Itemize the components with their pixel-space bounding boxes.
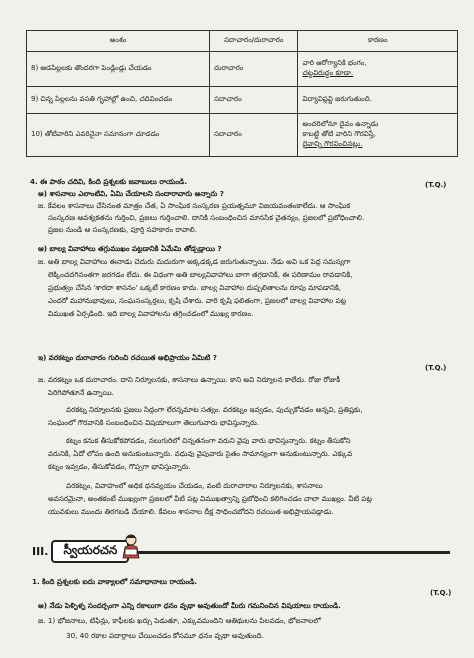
table-cell-reason	[298, 87, 458, 114]
row-number: 10)	[31, 130, 43, 138]
answer-line: యువకులు ముందు తిరగబడి చేయాలి. కేవలం శాసనాల దీక్ష సాధించబోదని రచయిత అభిప్రాయపడ్డాడు.	[48, 507, 334, 516]
answer-line: జ. కేవలం శాసనాలు చేసినంత మాత్రం చేత, ఏ సాంఘిక సంస్కరణ ప్రయత్నమూ విజయవంతంకాలేదు. ఆ సాంఘిక	[38, 201, 351, 210]
question-1	[32, 577, 474, 586]
sub-question-b: ఆ) బాల్య వివాహాలు తగ్గుముఖం పట్టడానికి ఏమేమి తోడ్పడ్డాయి ?	[38, 244, 222, 253]
table-cell-kind: దురాచారం	[210, 52, 298, 87]
question-number: 1.	[32, 577, 40, 586]
answer-line: అవసరమైనా, అంతకంటే ముఖ్యంగా ప్రజలలో వీటి పట్ల విముఖత్వాన్ని ప్రబోధించి కలిగించడం చాలా ముఖ్యం. వీటి పట్ల	[48, 494, 372, 503]
row-topic: చిన్న పిల్లలను వసతి గృహాల్లో ఉంచి, చదివించడం	[40, 95, 173, 103]
section-divider	[110, 551, 450, 554]
answer-line: ఎందరో మహానుభావులు, సంఘసంస్కర్తలు, కృషి చేశారు. వారి కృషి ఫలితంగా, ప్రజలలో బాల్య వివాహాల పట్ల	[48, 296, 347, 305]
answer-line: జ. అతి బాల్య వివాహాలు ఈనాడు చెదురు మదురుగా అక్కడక్కడ జరుగుతున్నాయి. నేడు అవి ఒక పెద్ద సమస్యగా	[38, 257, 351, 266]
sub-question-a: అ) శాసనాలు ఎలాంటివి, ఏమి చేయాలని సందారావారు అన్నారు ?	[38, 189, 224, 198]
answer-line: కట్నం కనుక తీసుకోకపోవడం, నలుగురిలో చిన్నతనంగా వరుని వైపు వారు భావిస్తున్నారు. కట్నం తీసుకోని	[66, 436, 351, 445]
tq-tag: (T.Q.)	[425, 181, 447, 189]
question-number: 4.	[30, 177, 38, 186]
table-row	[27, 87, 458, 114]
row-topic: ఆడపిల్లలకు తొందరగా పెండ్లిండ్లు చేయడం	[40, 64, 152, 72]
sub-question-a: అ) నేడు పెళ్ళిళ్ళ సందర్భంగా ఎన్ని రకాలుగా ధనం వృథా అవుతుందో మీరు గమనించిన విషయాలు రాయండి.	[38, 601, 341, 610]
answer-line: ప్రజల నుండి ఆ సంస్కరణకు, పూర్తి సహకారం రావాలి.	[48, 225, 197, 234]
section-banner	[32, 540, 129, 562]
row-number: 9)	[31, 95, 39, 103]
table-cell-topic	[27, 52, 210, 87]
section-number: III.	[32, 544, 49, 558]
table-cell-topic	[27, 87, 210, 114]
answer-line: జ. 1) భోజనాలు, టిఫిన్లు, కాఫీలకు ఖర్చు పెడుతూ, ఎక్కువమందిని ఆతిథులను పిలవడం, భోజనాలలో	[38, 616, 321, 625]
answer-line: 30, 40 రకాల పదార్థాలు చేయించడం కోసమూ ధనం వృథా అవుతుంది.	[66, 631, 264, 640]
table-row	[27, 114, 458, 157]
answer-line: విముఖత ఏర్పడింది. ఇది బాల్య వివాహాలను తగ్గించడంలో ముఖ్య కారణం.	[48, 309, 254, 318]
sub-question-c: ఇ) వరకట్నం దురాచారం గురించి రచయిత అభిప్రాయం ఏమిటి ?	[38, 353, 217, 362]
answer-line: జ. వరకట్నం ఒక దురాచారం. దాని నిర్మూలనకు, శాసనాలు ఉన్నాయి. కాని అవి నిర్మూలన కాలేదు. రోజు రోజుకీ	[38, 375, 340, 384]
reason-line: చట్టవిరుద్ధం కూడా.	[302, 69, 354, 77]
table-cell-reason	[298, 52, 458, 87]
table-cell-topic	[27, 114, 210, 157]
reason-line: వారి ఆరోగ్యానికి భంగం,	[302, 59, 367, 67]
tq-tag: (T.Q.)	[430, 589, 452, 597]
row-topic: తోటివారిని ఎవరినైనా సమానంగా చూడడం	[44, 130, 160, 138]
answer-line: వరకట్న నిర్మూలనకు ప్రజలు సిద్ధంగా లేరన్నమాట సత్యం. వరకట్నం ఇవ్వడం, పుచ్చుకోవడం అన్నవి, ప్రతిష్టకు,	[66, 405, 363, 414]
question-text: ఈ పాఠం చదివి, కింది ప్రశ్నలకు జవాబులు రాయండి.	[40, 177, 188, 186]
answer-line: పెరిగిపోతూనే ఉన్నాయి.	[48, 388, 114, 397]
reason-line: దైవాన్ని గౌరవించినట్లు.	[302, 140, 363, 148]
column-header-reason: కారణం	[298, 31, 458, 52]
question-4	[30, 177, 474, 186]
answer-line: వరకట్నం, వివాహంలో అధిక ధనవ్యయం చేయడం, వంటి దురాచారాల నిర్మూలనకు, శాసనాలు	[66, 481, 323, 490]
column-header-topic: అంశం	[27, 31, 210, 52]
table-cell-kind: సదాచారం	[210, 87, 298, 114]
answer-line: కట్నం ఇవ్వడం, తీసుకోవడం, గొప్పగా భావిస్తున్నారు.	[48, 462, 191, 471]
table-row	[27, 52, 458, 87]
column-header-kind: సదాచారం/దురాచారం	[210, 31, 298, 52]
student-reading-icon	[120, 533, 142, 559]
question-text: కింది ప్రశ్నలకు ఐదు వాక్యాలలో సమాధానాలు రాయండి.	[42, 577, 198, 586]
reason-line: అందరిలోనూ దైవం ఉన్నాడు	[302, 120, 379, 128]
table-cell-kind: సదాచారం	[210, 114, 298, 157]
answer-line: ప్రభుత్వం చేసిన 'శారదా శాసనం' ఒక్కటే కారణం కాదు. బాల్య వివాహాల దుష్ఫలితాలను రూపు మాపడానికి,	[48, 283, 342, 292]
customs-table	[26, 30, 458, 157]
reason-line: విద్యావిప్లవ్టి జరుగుతుంది.	[302, 95, 372, 103]
section-title: స్వీయరచన	[51, 540, 129, 563]
answer-line: లెక్కించదగినంతగా జరగడం లేదు. ఈ విధంగా అతి బాల్యవివాహాలు బాగా తగ్గడానికి, ఈ పరిణామం రావడానికి,	[48, 270, 353, 279]
table-cell-reason	[298, 114, 458, 157]
table-header-row	[27, 31, 458, 52]
answer-line: సంఘంలో గౌరవానికి సంబంధించిన విషయాలుగా తెలుగువారు భావిస్తున్నారు.	[48, 418, 260, 427]
answer-line: వరునికి, ఏదో లోపం ఉంది అనుకుంటున్నారు. వధువు వైపువారు సైతం సామాన్యంగా అనుకుంటున్నారు. ఎక్కువ	[48, 449, 353, 458]
answer-line: సంస్కరణ ఆవశ్యకతను గుర్తించి, ప్రజలు గుర్తించాలి. దానికి సంబంధించిన మానసిక చైతన్యం, ప్రజలలో ప్రబోధించాలి.	[48, 213, 365, 222]
row-number: 8)	[31, 64, 39, 72]
reason-line: కాబట్టి తోటి వారిని గౌరవిస్తే,	[302, 130, 376, 138]
tq-tag: (T.Q.)	[425, 364, 447, 372]
